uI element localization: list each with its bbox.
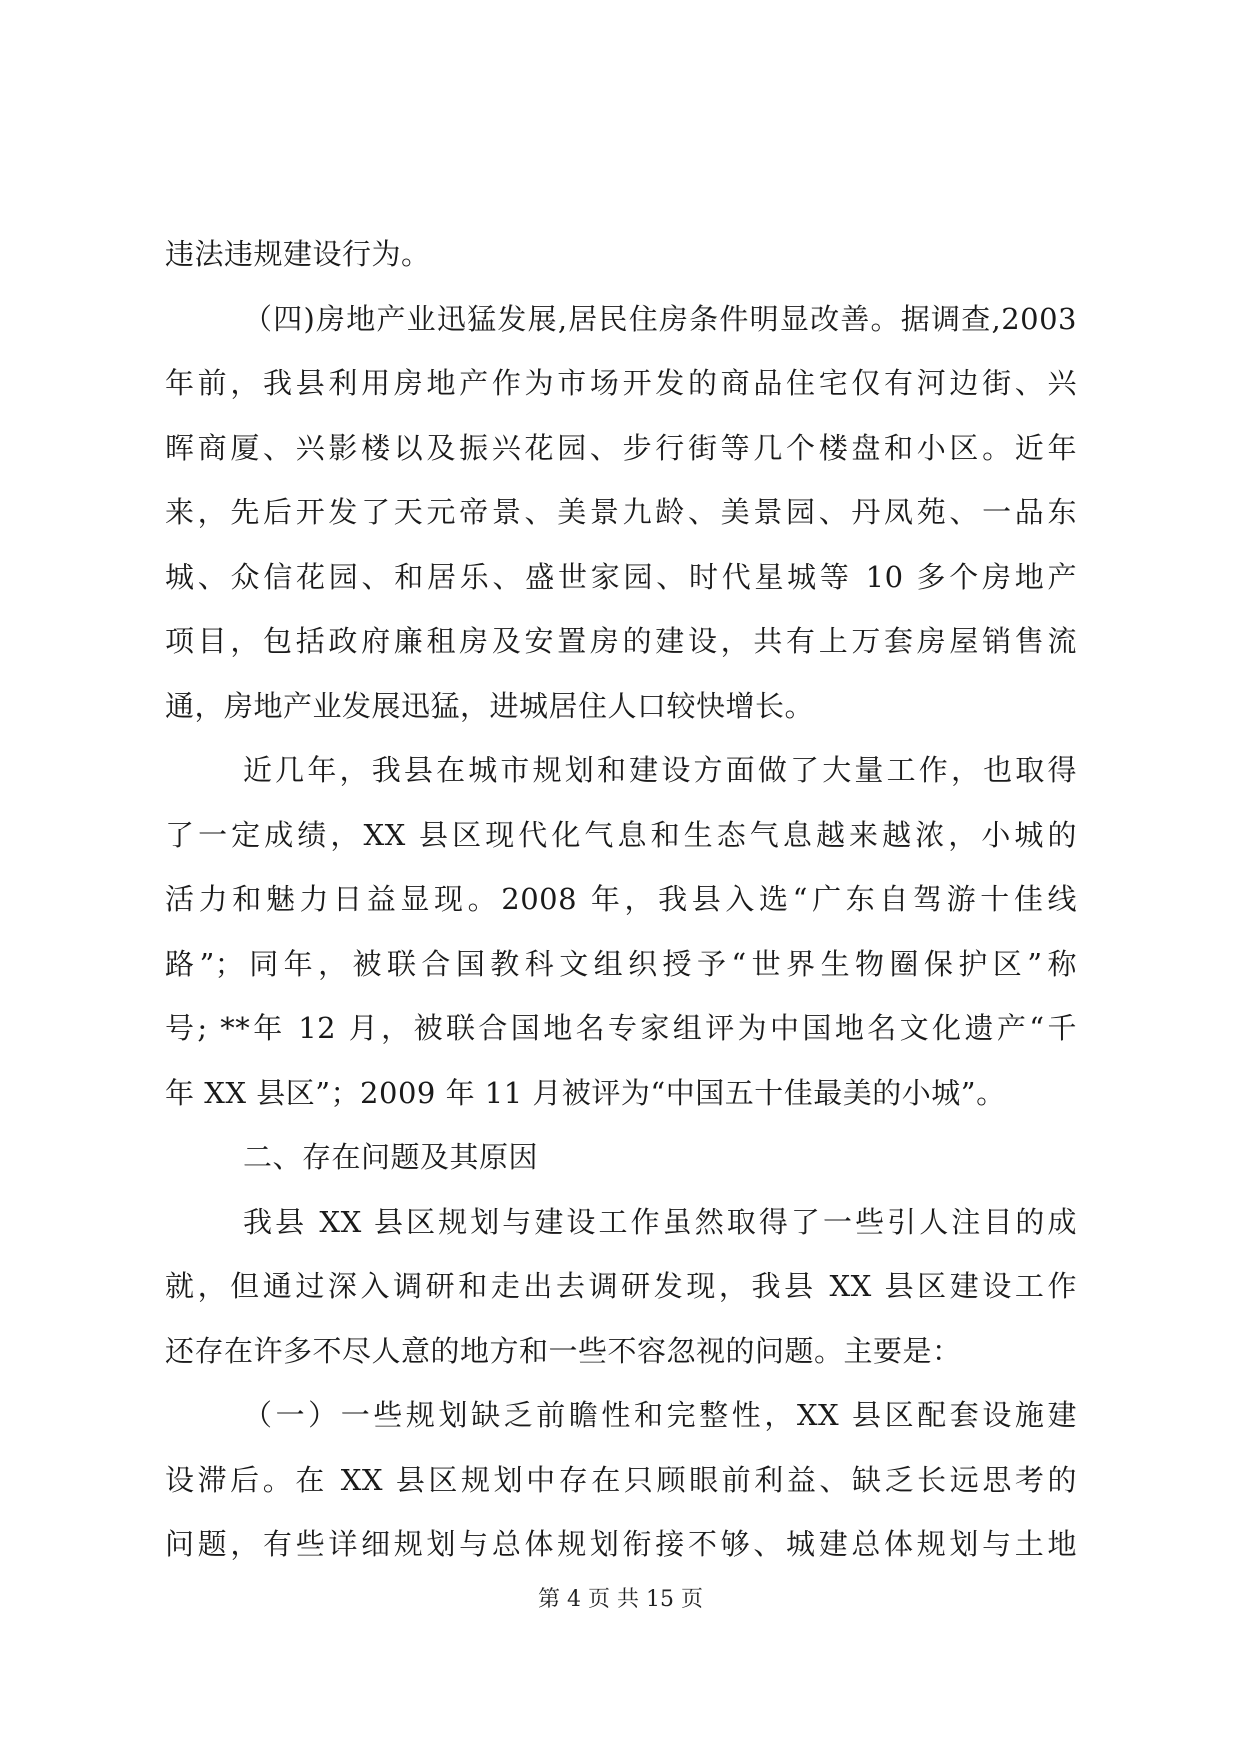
text-line: 问题，有些详细规划与总体规划衔接不够、城建总体规划与土地 — [165, 1527, 1077, 1561]
text-line: 近几年，我县在城市规划和建设方面做了大量工作，也取得 — [243, 753, 1077, 787]
text-line: 年前，我县利用房地产作为市场开发的商品住宅仅有河边街、兴 — [165, 366, 1077, 400]
text-line: 我县 XX 县区规划与建设工作虽然取得了一些引人注目的成 — [243, 1204, 1077, 1239]
text-line: 了一定成绩，XX 县区现代化气息和生态气息越来越浓，小城的 — [165, 817, 1077, 852]
text-line: 来，先后开发了天元帝景、美景九龄、美景园、丹凤苑、一品东 — [165, 495, 1077, 529]
text-line: 还存在许多不尽人意的地方和一些不容忽视的问题。主要是： — [165, 1333, 962, 1368]
text-line: 城、众信花园、和居乐、盛世家园、时代星城等 10 多个房地产 — [165, 559, 1077, 594]
text-line: 设滞后。在 XX 县区规划中存在只顾眼前利益、缺乏长远思考的 — [165, 1462, 1077, 1497]
section-heading: 二、存在问题及其原因 — [243, 1140, 539, 1174]
text-line: 路”；同年，被联合国教科文组织授予“世界生物圈保护区”称 — [165, 946, 1077, 981]
document-body — [165, 222, 1077, 1577]
text-line: （一）一些规划缺乏前瞻性和完整性，XX 县区配套设施建 — [243, 1398, 1077, 1432]
page-number-footer: 第 4 页 共 15 页 — [538, 1587, 703, 1612]
text-line: 通，房地产业发展迅猛，进城居住人口较快增长。 — [165, 688, 815, 723]
text-line: 就，但通过深入调研和走出去调研发现，我县 XX 县区建设工作 — [165, 1269, 1077, 1303]
text-line: 年 XX 县区”；2009 年 11 月被评为“中国五十佳最美的小城”。 — [165, 1075, 1006, 1110]
text-line: 项目，包括政府廉租房及安置房的建设，共有上万套房屋销售流 — [165, 624, 1077, 658]
text-line: 违法违规建设行为。 — [165, 237, 431, 271]
text-line: 号; **年 12 月，被联合国地名专家组评为中国地名文化遗产“千 — [165, 1011, 1077, 1045]
text-line: 晖商厦、兴影楼以及振兴花园、步行街等几个楼盘和小区。近年 — [165, 430, 1077, 465]
text-line: 活力和魅力日益显现。2008 年，我县入选“广东自驾游十佳线 — [165, 882, 1077, 916]
text-line: （四)房地产业迅猛发展,居民住房条件明显改善。据调查,2003 — [243, 301, 1077, 336]
